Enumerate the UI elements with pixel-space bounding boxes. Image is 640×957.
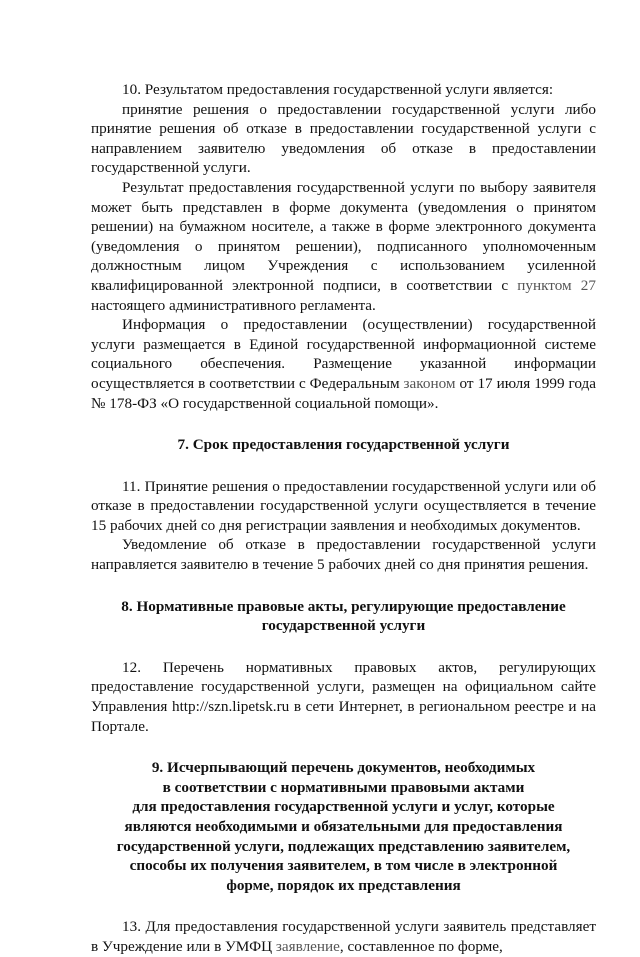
paragraph-10-info-tail: от 17 июля 1999 года № 178-ФЗ «О государственной социальной помощи». [91, 374, 596, 412]
paragraph-12: 12. Перечень нормативных правовых актов, регулирующих предоставление государственной услуги, размещен на официальном сайте Управления http://szn.lipetsk.ru в сети Интернет, в региональном реестре и на Портале. [91, 658, 596, 735]
section-9-title-line-6: способы их получения заявителем, в том числе в электронной [129, 857, 558, 875]
section-8-title-line-1: 8. Нормативные правовые акты, регулирующие предоставление [121, 597, 566, 615]
section-9-title-line-3: для предоставления государственной услуги и услуг, которые [132, 798, 555, 816]
paragraph-10-result: принятие решения о предоставлении государственной услуги либо принятие решения об отказе в предоставлении государственной услуги с направлением заявителю уведомления об отказе в предоставлении государственной услуги. [91, 100, 596, 177]
section-9-title-line-7: форме, порядок их представления [226, 876, 461, 894]
paragraph-10: 10. Результатом предоставления государственной услуги является: [122, 81, 554, 98]
page-content [91, 80, 596, 957]
paragraph-13-tail: , составленное по форме, [339, 937, 503, 955]
paragraph-13 [91, 917, 596, 956]
section-8-title-line-2: государственной услуги [261, 617, 426, 635]
paragraph-10-info [91, 315, 596, 413]
point-27-link[interactable]: пунктом 27 [517, 276, 596, 294]
paragraph-11-notice: Уведомление об отказе в предоставлении государственной услуги направляется заявителю в течение 5 рабочих дней со дня принятия решения. [91, 536, 596, 574]
section-9-title-line-5: государственной услуги, подлежащих представлению заявителем, [116, 837, 571, 855]
paragraph-11: 11. Принятие решения о предоставлении государственной услуги или об отказе в предоставлении государственной услуги осуществляется в течение 15 рабочих дней со дня регистрации заявления и необходимых документов. [91, 477, 596, 534]
paragraph-10-info-text: Информация о предоставлении (осуществлении) государственной услуги размещается в Единой государственной информационной системе социального обеспечения. Размещение указанной информации осуществляется в соответствии с Федеральным [91, 316, 596, 392]
section-8-title [91, 597, 596, 636]
paragraph-13-text: 13. Для предоставления государственной услуги заявитель представляет в Учреждение или в УМФЦ [91, 918, 596, 955]
paragraph-10-form-tail: настоящего административного регламента. [91, 296, 376, 314]
paragraph-10-form-text: Результат предоставления государственной услуги по выбору заявителя может быть представлен в форме документа (уведомления о принятом решении) на бумажном носителе, а также в форме электронного документа (уведомления о принятом решении), подписанного уполномоченным должностным лицом Учреждения с использованием усиленной квалифицированной электронной подписи, в соответствии с [91, 178, 596, 294]
application-link[interactable]: заявление [275, 937, 340, 955]
federal-law-link[interactable]: законом [403, 374, 456, 392]
section-9-title-line-2: в соответствии с нормативными правовыми актами [162, 778, 525, 796]
section-9-title [91, 758, 596, 895]
section-9-title-line-1: 9. Исчерпывающий перечень документов, необходимых [151, 759, 536, 777]
section-9-title-line-4: являются необходимыми и обязательными для предоставления [124, 818, 563, 835]
paragraph-10-form [91, 178, 596, 315]
section-7-title: 7. Срок предоставления государственной услуги [177, 436, 510, 454]
